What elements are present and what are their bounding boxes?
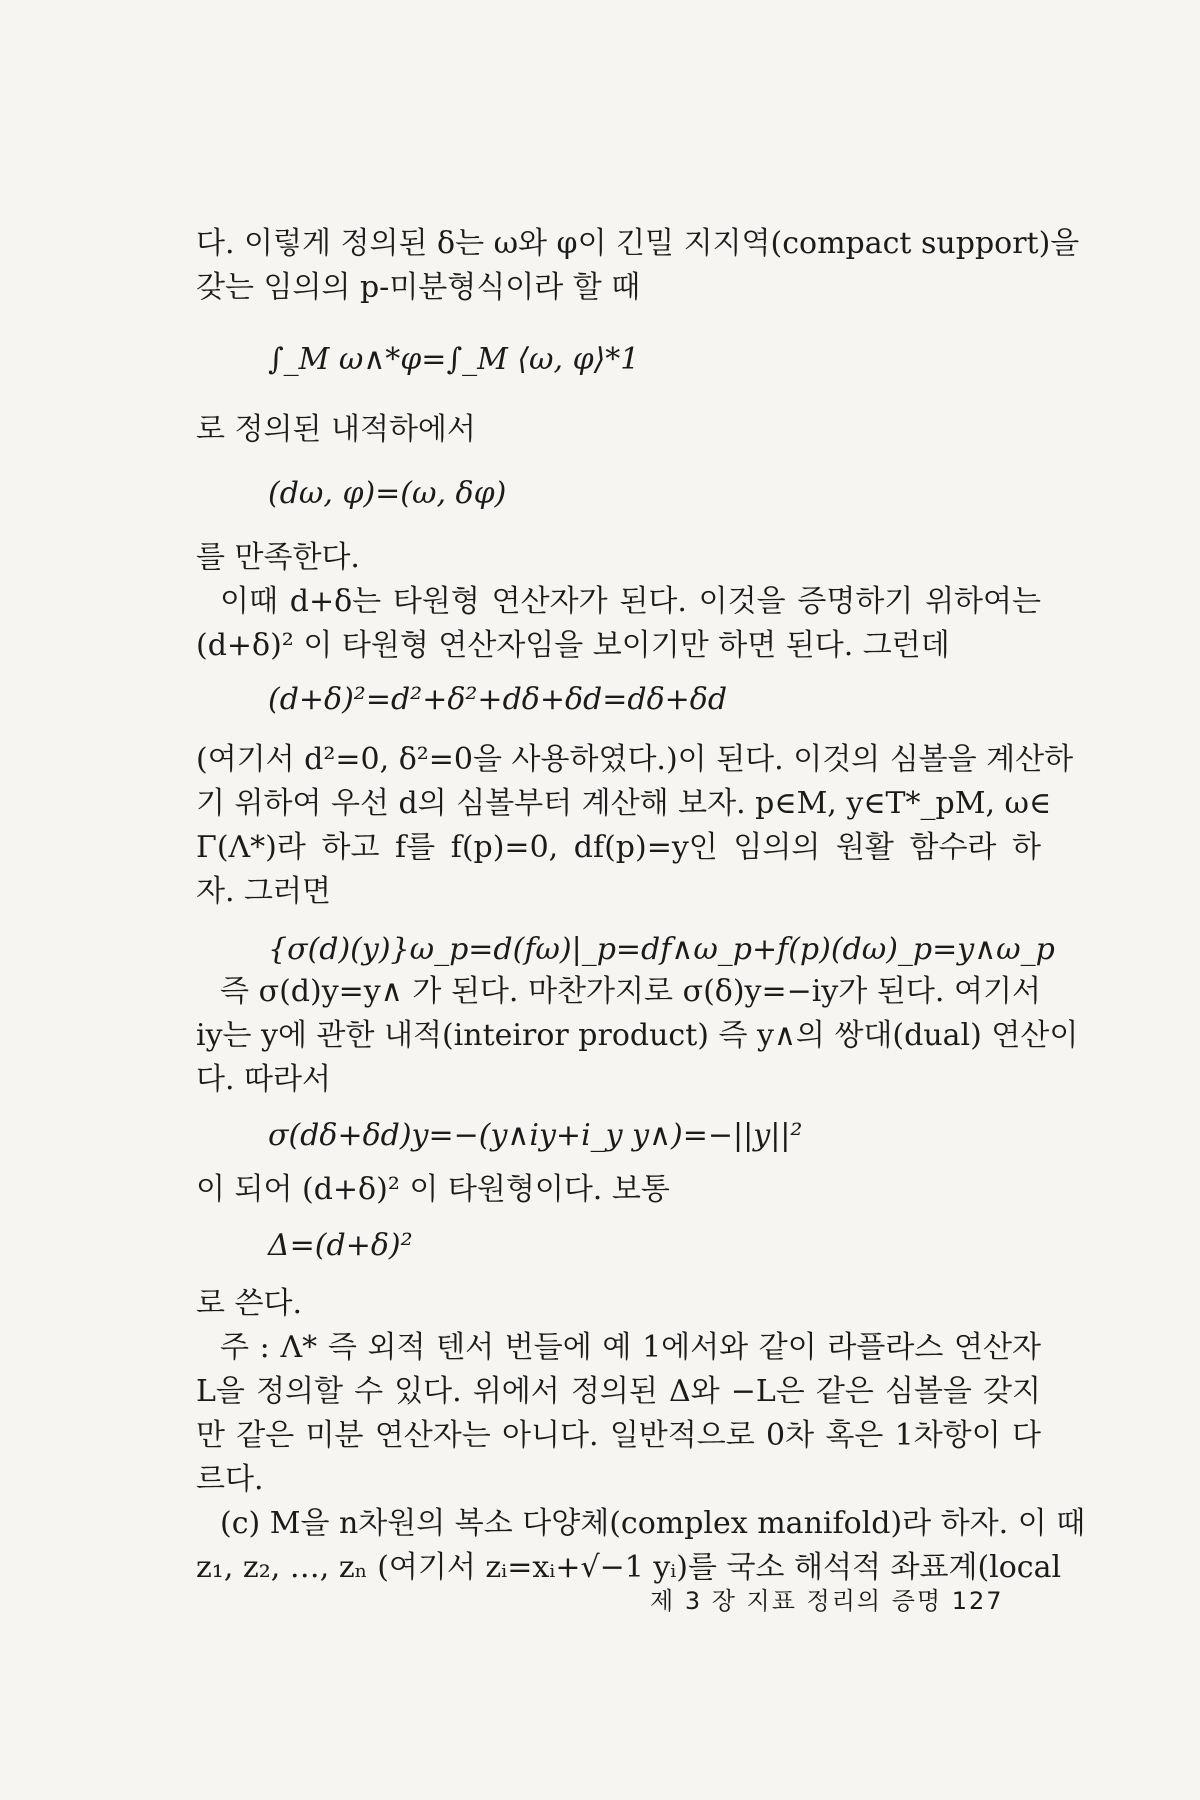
text-line: (여기서 d²=0, δ²=0을 사용하였다.)이 된다. 이것의 심볼을 계산하	[196, 742, 1074, 777]
text-line: 다. 따라서	[196, 1062, 331, 1097]
text-line: 로 쓴다.	[196, 1286, 303, 1321]
equation: Δ=(d+δ)²	[268, 1228, 413, 1263]
text-line: 이때 d+δ는 타원형 연산자가 된다. 이것을 증명하기 위하여는	[220, 584, 1041, 619]
equation: ∫_M ω∧*φ=∫_M ⟨ω, φ⟩*1	[268, 342, 640, 377]
note-line: 주 : Λ* 즉 외적 텐서 번들에 예 1에서와 같이 라플라스 연산자	[220, 1330, 1041, 1365]
text-line: 다. 이렇게 정의된 δ는 ω와 φ이 긴밀 지지역(compact support)을	[196, 226, 1080, 261]
text-line: 즉 σ(d)y=y∧ 가 된다. 마찬가지로 σ(δ)y=−iy가 된다. 여기서	[220, 974, 1041, 1009]
equation: (dω, φ)=(ω, δφ)	[268, 476, 507, 511]
text-line: 이 되어 (d+δ)² 이 타원형이다. 보통	[196, 1172, 670, 1207]
text-line: (c) M을 n차원의 복소 다양체(complex manifold)라 하자. 이 때	[220, 1506, 1086, 1541]
note-line: L을 정의할 수 있다. 위에서 정의된 Δ와 −L은 같은 심볼을 갖지	[196, 1374, 1041, 1409]
text-line: 기 위하여 우선 d의 심볼부터 계산해 보자. p∈M, y∈T*_pM, ω∈	[196, 786, 1052, 821]
text-line: 를 만족한다.	[196, 540, 360, 575]
page-footer: 제 3 장 지표 정리의 증명 127	[650, 1587, 1004, 1615]
equation: (d+δ)²=d²+δ²+dδ+δd=dδ+δd	[268, 682, 728, 717]
note-line: 만 같은 미분 연산자는 아니다. 일반적으로 0차 혹은 1차항이 다	[196, 1418, 1041, 1453]
text-line: z₁, z₂, …, zₙ (여기서 zᵢ=xᵢ+√−1 yᵢ)를 국소 해석적 좌표계(local	[196, 1550, 1062, 1585]
equation: {σ(d)(y)}ω_p=d(fω)|_p=df∧ω_p+f(p)(dω)_p=y∧ω_p	[268, 932, 1055, 967]
text-line: Γ(Λ*)라 하고 f를 f(p)=0, df(p)=y인 임의의 원활 함수라 하	[196, 830, 1041, 865]
text-line: (d+δ)² 이 타원형 연산자임을 보이기만 하면 된다. 그런데	[196, 628, 950, 663]
text-line: 로 정의된 내적하에서	[196, 412, 476, 447]
text-line: 자. 그러면	[196, 874, 331, 909]
text-line: 갖는 임의의 p-미분형식이라 할 때	[196, 270, 641, 305]
note-line: 르다.	[196, 1462, 264, 1497]
equation: σ(dδ+δd)y=−(y∧iy+i_y y∧)=−||y||²	[268, 1118, 803, 1153]
text-line: iy는 y에 관한 내적(inteiror product) 즉 y∧의 쌍대(dual) 연산이	[196, 1018, 1079, 1053]
